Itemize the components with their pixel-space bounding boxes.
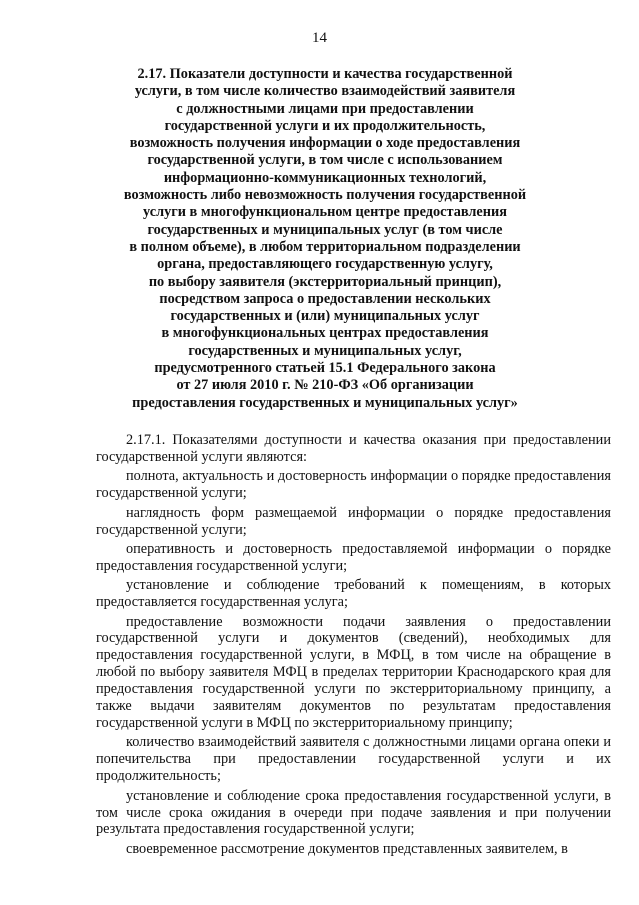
heading-line: информационно-коммуникационных технологий,: [163, 169, 487, 186]
heading-line: от 27 июля 2010 г. № 210-ФЗ «Об организации: [176, 377, 474, 394]
body-paragraph: установление и соблюдение требований к помещениям, в которых предоставляется государственная услуга;: [96, 577, 611, 611]
heading-line: по выбору заявителя (экстерриториальный принцип),: [148, 273, 502, 290]
heading-line: посредством запроса о предоставлении нескольких: [159, 290, 491, 307]
heading-line: услуги, в том числе количество взаимодействий заявителя: [134, 83, 516, 100]
body-paragraph: установление и соблюдение срока предоставления государственной услуги, в том числе срока ожидания в очереди при подаче заявления и при получении результата предоставления государственной услуги;: [96, 787, 611, 838]
heading-line: предоставления государственных и муниципальных услуг»: [132, 394, 518, 411]
body-paragraph: 2.17.1. Показателями доступности и качества оказания при предоставлении государственной услуги являются:: [96, 432, 611, 465]
heading-line: услуги в многофункциональном центре предоставления: [143, 204, 507, 221]
heading-line: предусмотренного статьей 15.1 Федерального закона: [154, 360, 496, 377]
heading-line: государственных и (или) муниципальных услуг: [170, 308, 480, 325]
heading-line: государственной услуги и их продолжительность,: [164, 117, 486, 134]
body-paragraph: полнота, актуальность и достоверность информации о порядке предоставления государственной услуги;: [96, 468, 611, 502]
heading-line: 2.17. Показатели доступности и качества государственной: [137, 66, 513, 82]
document-body: [96, 432, 611, 860]
heading-line: в многофункциональных центрах предоставления: [161, 325, 489, 342]
body-paragraph: оперативность и достоверность предоставляемой информации о порядке предоставления государственной услуги;: [96, 540, 611, 574]
heading-line: возможность получения информации о ходе предоставления: [129, 135, 521, 152]
heading-line: органа, предоставляющего государственную услугу,: [157, 256, 493, 273]
heading-line: государственных и муниципальных услуг (в том числе: [147, 221, 503, 238]
heading-line: государственных и муниципальных услуг,: [188, 342, 462, 359]
body-paragraph: наглядность форм размещаемой информации о порядке предоставления государственной услуги;: [96, 504, 611, 538]
body-paragraph: предоставление возможности подачи заявления о предоставлении государственной услуги и документов (сведений), необходимых для предоставления государственной услуги, в МФЦ, в том числе на обращение в любой по выбору заявителя МФЦ в пределах территории Краснодарского края для предоставления государственной услуги по экстерриториальному принципу, а также выдачи заявителям документов по результатам предоставления государственной услуги в МФЦ по экстерриториальному принципу;: [96, 613, 611, 731]
heading-line: возможность либо невозможность получения государственной: [123, 187, 527, 204]
section-heading: [120, 66, 530, 412]
body-paragraph: количество взаимодействий заявителя с должностными лицами органа опеки и попечительства при предоставлении государственной услуги и их продолжительность;: [96, 734, 611, 785]
body-paragraph: своевременное рассмотрение документов представленных заявителем, в: [126, 840, 568, 857]
page-number: 14: [312, 30, 327, 46]
heading-line: государственной услуги, в том числе с использованием: [147, 152, 503, 169]
heading-line: в полном объеме), в любом территориальном подразделении: [129, 238, 521, 255]
heading-line: с должностными лицами при предоставлении: [176, 100, 474, 117]
